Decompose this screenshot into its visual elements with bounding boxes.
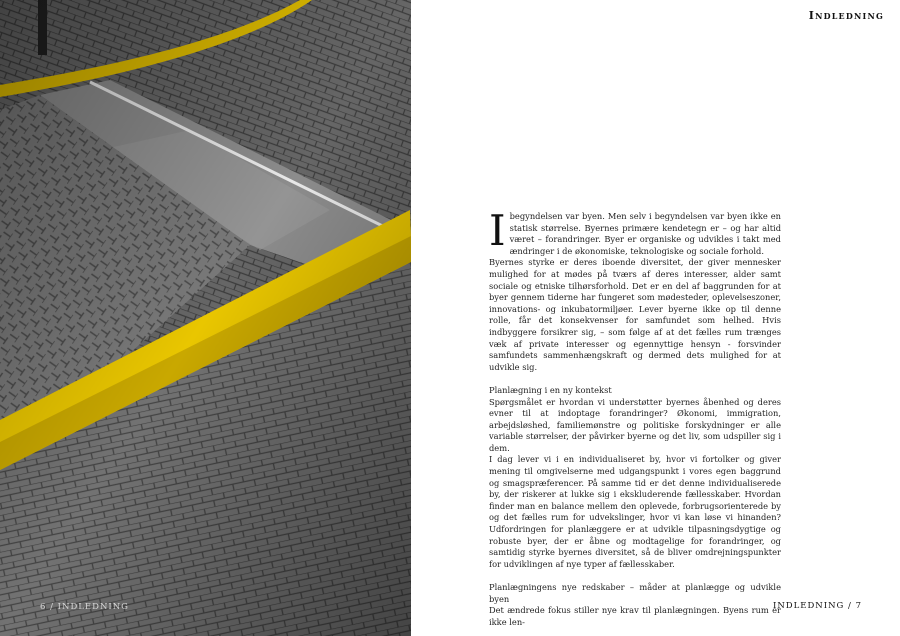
right-page-number: INDLEDNING / 7 (773, 601, 862, 611)
body-text (489, 206, 781, 628)
paragraph: I dag lever vi i en individualiseret by, hvor vi fortolker og giver mening til omgivelserne med udgangspunkt i vores egen baggrund og smagspræferencer. På samme tid er det denne individualiserede by, der riskerer at lukke sig i ekskluderende fællesskaber. Hvordan finder man en balance mellem den oplevede, forbrugsorienterede by og det fælles rum for udvekslinger, hvor vi kan løse vi hinanden? Udfordringen for planlæggere er at udvikle tilpasningsdygtige og robuste byer, der er åbne og modtagelige for forandringer, og samtidig styrke byernes diversitet, så de bliver omdrejningspunkter for udviklingen af nye typer af fællesskaber. (489, 454, 781, 569)
intro-text: begyndelsen var byen. Men selv i begyndelsen var byen ikke en statisk størrelse. Byernes primære kendetegn er – og har altid været – forandringer. Byer er organiske og udvikles i takt med ændringer i de økonomiske, teknologiske og sociale forhold. (509, 211, 781, 256)
paragraph: Spørgsmålet er hvordan vi understøtter byernes åbenhed og deres evner til at indoptage forandringer? Økonomi, immigration, arbejdsløshed, familiemønstre og politiske forskydninger er alle variable størrelser, der påvirker byerne og det liv, som udspiller sig i dem. (489, 396, 781, 453)
running-head: Indledning (808, 9, 884, 22)
subheading: Planlægningens nye redskaber – måder at planlægge og udvikle byen (489, 582, 781, 604)
text-page (411, 0, 900, 636)
street-photo-image (0, 0, 411, 636)
intro-paragraph (489, 206, 781, 257)
paragraph: Det ændrede fokus stiller nye krav til planlægningen. Byens rum er ikke len- (489, 605, 781, 627)
street-photo (0, 0, 411, 636)
left-page-number: 6 / INDLEDNING (40, 602, 129, 612)
subheading: Planlægning i en ny kontekst (489, 384, 612, 395)
paragraph: Byernes styrke er deres iboende diversitet, der giver mennesker mulighed for at mødes på tværs af deres interesser, alder samt sociale og etniske tilhørsforhold. Det er en del af baggrunden for at byer gennem tiderne har fungeret som mødesteder, oplevelseszoner, innovations- og inkubatormiljøer. Lever byerne ikke op til denne rolle, får det konsekvenser for samfundet som helhed. Hvis indbyggere forsikrer sig, – som følge af at det fælles rum trænges væk af private interesser og egennyttige hensyn - forsvinder samfundets sammenhængskraft og dermed dets mulighed for at udvikle sig. (489, 257, 781, 372)
drop-cap: I (489, 206, 506, 255)
